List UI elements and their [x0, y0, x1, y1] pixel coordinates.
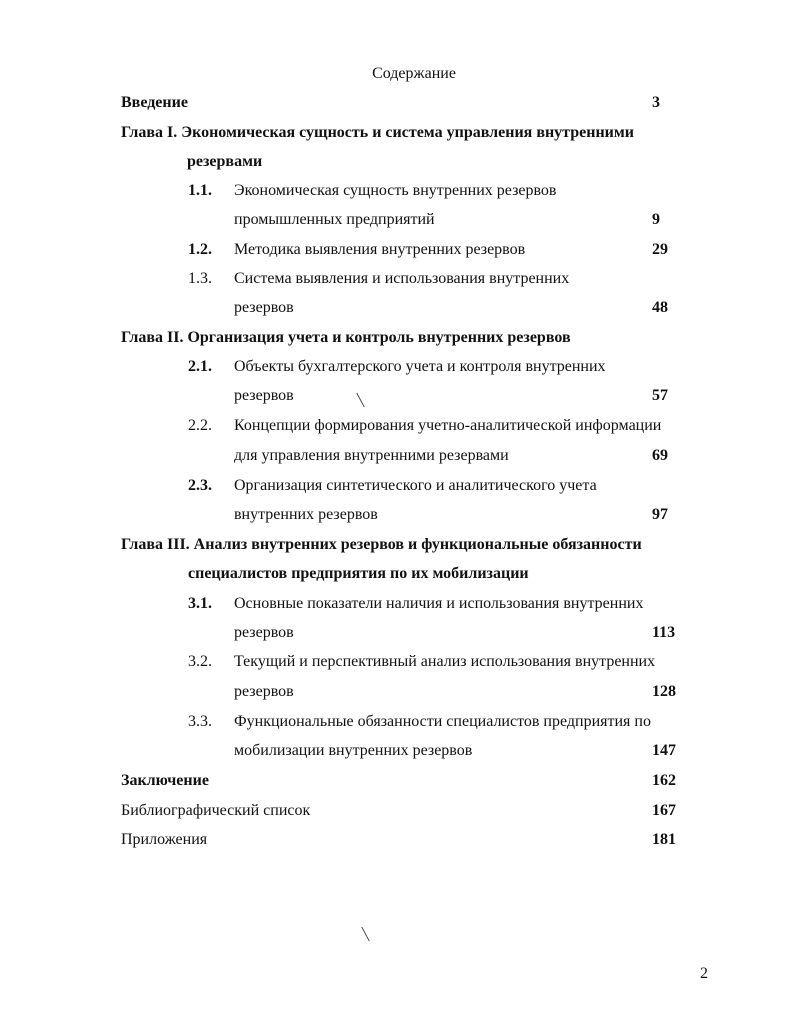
section-3-1-number: 3.1.: [188, 595, 212, 612]
section-3-3-number: 3.3.: [188, 713, 212, 730]
chapter-3-heading-cont: специалистов предприятия по их мобилизации: [188, 565, 529, 582]
page-title: Содержание: [372, 65, 456, 82]
section-1-1-title: Экономическая сущность внутренних резервов: [234, 182, 557, 199]
toc-bibliography-label: Библиографический список: [121, 802, 311, 819]
section-3-3-title-cont: мобилизации внутренних резервов: [234, 742, 473, 759]
toc-conclusion-page: 162: [652, 772, 676, 789]
section-2-2-page: 69: [652, 447, 668, 464]
section-1-2-title: Методика выявления внутренних резервов: [234, 241, 526, 258]
page-number: 2: [700, 965, 708, 982]
section-3-2-title: Текущий и перспективный анализ использования внутренних: [234, 653, 656, 670]
section-1-3-title-cont: резервов: [234, 299, 294, 316]
section-1-2-page: 29: [652, 241, 668, 258]
section-1-2-number: 1.2.: [188, 241, 212, 258]
section-3-1-page: 113: [652, 624, 676, 641]
section-2-1-title: Объекты бухгалтерского учета и контроля внутренних: [234, 358, 606, 375]
section-2-1-page: 57: [652, 387, 668, 404]
scan-mark: [361, 927, 369, 942]
section-3-2-page: 128: [652, 683, 676, 700]
chapter-1-heading-cont: резервами: [187, 153, 263, 170]
section-3-2-title-cont: резервов: [234, 683, 294, 700]
section-1-1-title-cont: промышленных предприятий: [234, 211, 435, 228]
toc-appendix-label: Приложения: [121, 831, 208, 848]
toc-intro-label: Введение: [121, 94, 188, 111]
section-3-1-title-cont: резервов: [234, 624, 294, 641]
section-3-1-title: Основные показатели наличия и использования внутренних: [234, 595, 644, 612]
scan-mark: [356, 393, 364, 408]
section-1-1-number: 1.1.: [188, 182, 212, 199]
toc-intro-page: 3: [652, 94, 660, 111]
toc-bibliography-page: 167: [652, 802, 676, 819]
section-3-3-title: Функциональные обязанности специалистов предприятия по: [234, 713, 651, 730]
section-1-3-title: Система выявления и использования внутренних: [234, 270, 570, 287]
section-2-1-title-cont: резервов: [234, 387, 294, 404]
section-3-2-number: 3.2.: [188, 653, 212, 670]
section-3-3-page: 147: [652, 742, 676, 759]
toc-appendix-page: 181: [652, 831, 676, 848]
section-2-2-title-cont: для управления внутренними резервами: [234, 447, 509, 464]
section-1-1-page: 9: [652, 211, 660, 228]
chapter-3-heading: Глава III. Анализ внутренних резервов и функциональные обязанности: [121, 536, 642, 553]
section-2-2-title: Концепции формирования учетно-аналитической информации: [234, 417, 662, 434]
section-1-3-number: 1.3.: [188, 270, 212, 287]
section-2-3-number: 2.3.: [188, 477, 212, 494]
section-2-1-number: 2.1.: [188, 358, 212, 375]
section-2-3-title-cont: внутренних резервов: [234, 506, 378, 523]
section-2-2-number: 2.2.: [188, 417, 212, 434]
section-2-3-page: 97: [652, 506, 668, 523]
section-1-3-page: 48: [652, 299, 668, 316]
chapter-2-heading: Глава II. Организация учета и контроль внутренних резервов: [121, 329, 571, 346]
toc-conclusion-label: Заключение: [121, 772, 209, 789]
chapter-1-heading: Глава I. Экономическая сущность и система управления внутренними: [121, 124, 634, 141]
section-2-3-title: Организация синтетического и аналитического учета: [234, 477, 597, 494]
